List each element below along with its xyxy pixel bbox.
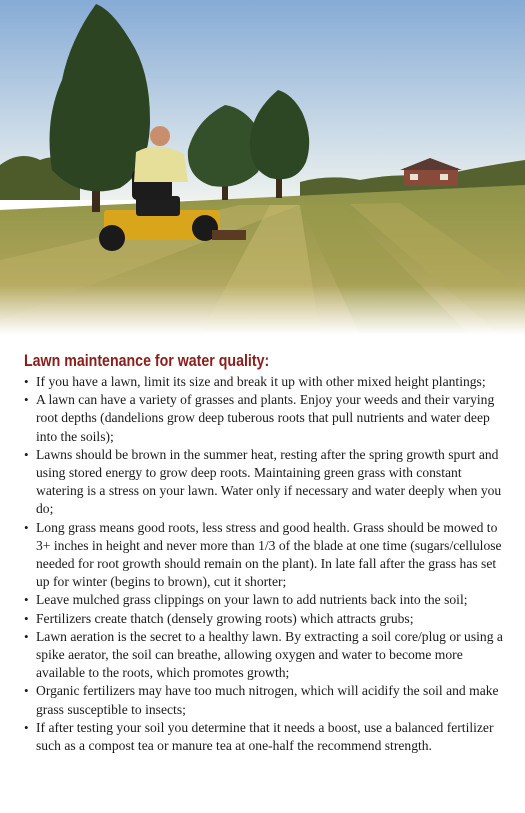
list-item <box>24 391 510 446</box>
bullet-icon: • <box>24 719 29 735</box>
list-item <box>24 610 510 628</box>
list-item-text: Lawns should be brown in the summer heat, resting after the spring growth spurt and using stored energy to grow deep roots. Maintaining green grass with constant watering is a stress on your lawn. Water only if necessary and water deeply when you do; <box>36 446 502 517</box>
list-item <box>24 519 510 592</box>
list-item-text: Leave mulched grass clippings on your lawn to add nutrients back into the soil; <box>36 592 468 608</box>
list-item <box>24 373 510 391</box>
bullet-icon: • <box>24 628 29 644</box>
bullet-icon: • <box>24 592 29 608</box>
list-item-text: A lawn can have a variety of grasses and plants. Enjoy your weeds and their varying root depths (dandelions grow deep tuberous roots that pull nutrients and water deep into the soils); <box>36 392 495 444</box>
bullet-icon: • <box>24 610 29 626</box>
bullet-icon: • <box>24 519 29 535</box>
lawn-maintenance-section <box>24 351 510 755</box>
bullet-icon: • <box>24 446 29 462</box>
list-item-text: If you have a lawn, limit its size and break it up with other mixed height plantings; <box>36 374 486 389</box>
section-heading: Lawn maintenance for water quality: <box>24 352 270 370</box>
list-item-text: Organic fertilizers may have too much nitrogen, which will acidify the soil and make grass susceptible to insects; <box>36 683 499 717</box>
list-item <box>24 628 510 683</box>
lawn-mower-photo <box>0 0 525 335</box>
list-item <box>24 682 510 718</box>
list-item <box>24 446 510 519</box>
bullet-icon: • <box>24 683 29 699</box>
tips-list <box>24 373 510 755</box>
list-item <box>24 591 510 609</box>
list-item-text: Lawn aeration is the secret to a healthy lawn. By extracting a soil core/plug or using a spike aerator, the soil can breathe, allowing oxygen and water to become more available to the roots, which promotes growth; <box>36 628 503 681</box>
list-item-text: Long grass means good roots, less stress and good health. Grass should be mowed to 3+ inches in height and never more than 1/3 of the blade at one time (sugars/cellulose needed for root growth should remain on the plant). In late fall after the grass has set up for winter (begins to brown), cut it shorter; <box>36 519 502 590</box>
list-item <box>24 719 510 755</box>
bullet-icon: • <box>24 374 29 389</box>
list-item-text: If after testing your soil you determine that it needs a boost, use a balanced fertilizer such as a compost tea or manure tea at one-half the recommend strength. <box>36 719 494 754</box>
bullet-icon: • <box>24 392 29 408</box>
list-item-text: Fertilizers create thatch (densely growing roots) which attracts grubs; <box>36 610 414 626</box>
